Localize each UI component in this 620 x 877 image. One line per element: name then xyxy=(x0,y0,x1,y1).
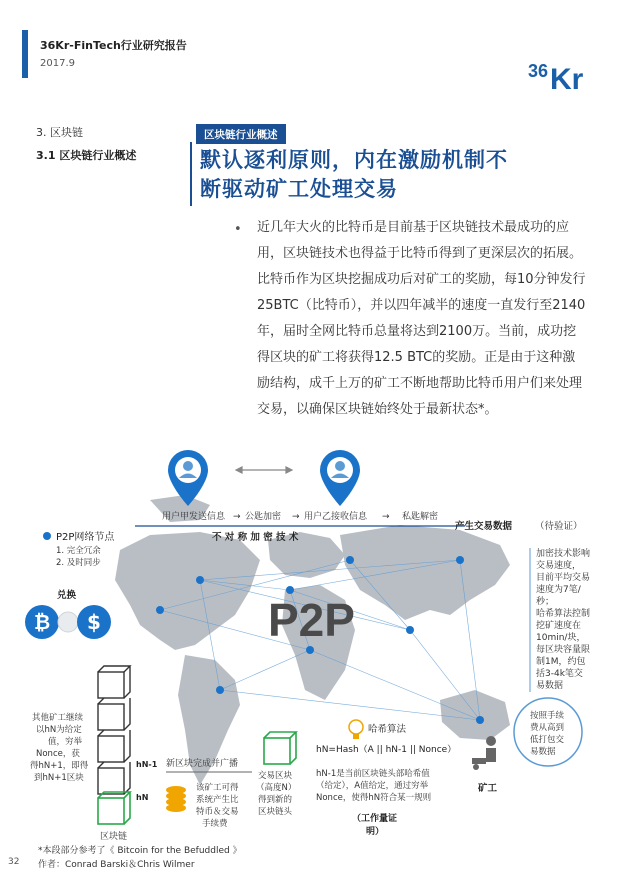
hn-label: hN xyxy=(136,793,149,802)
page-number: 32 xyxy=(8,857,20,867)
section-tag: 区块链行业概述 xyxy=(196,124,286,144)
p2p-title: P2P网络节点 xyxy=(56,532,115,543)
svg-text:区块链头: 区块链头 xyxy=(258,807,293,817)
svg-text:hN-1是当前区块链头部哈希值: hN-1是当前区块链头部哈希值 xyxy=(316,769,430,779)
svg-text:（给定），A值给定，通过穷举: （给定），A值给定，通过穷举 xyxy=(316,781,429,791)
svg-text:目前平均交易: 目前平均交易 xyxy=(536,573,591,583)
user-b-pin-icon xyxy=(320,450,360,506)
tx-block-label xyxy=(256,770,296,817)
chain-label: 区块链 xyxy=(100,832,128,842)
svg-text:哈希算法控制: 哈希算法控制 xyxy=(536,609,591,619)
dollar-icon xyxy=(77,605,111,639)
svg-text:10min/块，: 10min/块， xyxy=(536,633,586,643)
tx-block-cube-icon xyxy=(264,732,296,764)
svg-text:→: → xyxy=(233,512,241,522)
svg-text:Kr: Kr xyxy=(550,63,584,93)
bitcoin-icon xyxy=(25,605,59,639)
svg-text:Nonce，获: Nonce，获 xyxy=(36,749,80,759)
svg-text:易数据: 易数据 xyxy=(530,747,556,757)
svg-text:（高度N）: （高度N） xyxy=(256,783,297,793)
miner-label: 矿工 xyxy=(478,783,498,794)
svg-text:得hN+1，即得: 得hN+1，即得 xyxy=(30,761,89,771)
block-done-label: 新区块完成并广播 xyxy=(166,759,239,769)
svg-text:交易速度，: 交易速度， xyxy=(536,561,582,571)
flow-step-2: 公匙加密 xyxy=(245,512,282,522)
svg-text:易数据: 易数据 xyxy=(536,681,564,691)
svg-text:明）: 明） xyxy=(366,827,385,837)
p2p-item-2: 2. 及时同步 xyxy=(56,558,101,568)
36kr-logo-icon xyxy=(528,55,600,93)
svg-text:以hN为给定: 以hN为给定 xyxy=(36,725,82,735)
footnote-authors: 作者：Conrad Barski＆Chris Wilmer xyxy=(38,860,195,870)
svg-text:$: $ xyxy=(87,610,101,634)
headline-line-1: 默认逐利原则，内在激励机制不 xyxy=(200,148,508,172)
asymmetric-encryption-label: 不 对 称 加 密 技 术 xyxy=(212,532,299,543)
exchange-label: 兑换 xyxy=(57,590,77,601)
flow-step-4: 私匙解密 xyxy=(402,512,439,522)
flow-step-1: 用户甲发送信息 xyxy=(162,512,226,522)
svg-text:速度为7笔/: 速度为7笔/ xyxy=(536,585,581,595)
coin-stack-icon xyxy=(166,786,186,812)
bidirectional-arrow-icon xyxy=(236,467,292,473)
svg-text:系统产生比: 系统产生比 xyxy=(196,795,239,805)
bullet: • xyxy=(234,222,242,237)
svg-text:按照手续: 按照手续 xyxy=(530,711,565,721)
block-chain-stack-icon xyxy=(98,666,130,794)
svg-text:36: 36 xyxy=(528,61,549,81)
flow-step-3: 用户乙接收信息 xyxy=(304,512,368,522)
svg-text:₿: ₿ xyxy=(34,610,51,634)
new-block-icon xyxy=(98,792,130,824)
tx-data-label: 产生交易数据 xyxy=(455,521,513,532)
p2p-item-1: 1. 完全冗余 xyxy=(56,546,101,556)
svg-text:交易区块: 交易区块 xyxy=(258,771,293,781)
svg-text:挖矿速度在: 挖矿速度在 xyxy=(536,621,582,631)
p2p-big-label: P2P xyxy=(268,594,355,646)
footnote-reference: *本段部分参考了《 Bitcoin for the Befuddled 》 xyxy=(38,846,242,856)
other-miners-note xyxy=(30,712,89,783)
subchapter-heading: 3.1 区块链行业概述 xyxy=(36,149,137,162)
hash-title: 哈希算法 xyxy=(368,724,407,735)
report-date: 2017.9 xyxy=(40,58,75,69)
miner-icon xyxy=(472,736,496,770)
svg-text:费从高到: 费从高到 xyxy=(530,723,565,733)
svg-text:到hN+1区块: 到hN+1区块 xyxy=(34,773,84,783)
svg-text:每区块容量限: 每区块容量限 xyxy=(536,645,591,655)
body-paragraph: 近几年大火的比特币是目前基于区块链技术最成功的应用，区块链技术也得益于比特币得到了更深层次的拓展。比特币作为区块挖掘成功后对矿工的奖励，每10分钟发行25BTC（比特币），并以四年减半的速度一直发行至2140年，届时全网比特币总量将达到2100万。当前，成功挖得区块的矿工将获得12.5 BTC的奖励。正是由于这种激励结构，成千上万的矿工不断地帮助比特币用户们来处理交易，以确保区块链始终处于最新状态*。 xyxy=(257,220,586,417)
svg-text:（工作量证: （工作量证 xyxy=(352,814,398,824)
pow-label xyxy=(352,812,397,837)
svg-text:得到新的: 得到新的 xyxy=(258,795,293,805)
svg-text:该矿工可得: 该矿工可得 xyxy=(196,783,239,793)
p2p-legend-dot-icon xyxy=(43,532,51,540)
chapter-heading: 3. 区块链 xyxy=(36,126,83,139)
hn-1-label: hN-1 xyxy=(136,760,158,769)
reward-note xyxy=(196,782,239,829)
headline-accent-line xyxy=(190,142,192,206)
svg-text:Nonce，使得hN符合某一规则: Nonce，使得hN符合某一规则 xyxy=(316,793,432,803)
hash-formula: hN=Hash（A || hN-1 || Nonce） xyxy=(316,745,457,755)
svg-text:秒；: 秒； xyxy=(536,597,555,607)
svg-text:→: → xyxy=(292,512,300,522)
svg-text:特币＆交易: 特币＆交易 xyxy=(196,807,239,817)
svg-text:其他矿工继续: 其他矿工继续 xyxy=(32,713,84,723)
svg-text:括3-4k笔交: 括3-4k笔交 xyxy=(536,669,583,679)
right-note xyxy=(536,547,590,691)
lightbulb-icon xyxy=(349,720,363,739)
headline-line-2: 断驱动矿工处理交易 xyxy=(200,177,398,201)
header-accent-bar xyxy=(22,30,28,78)
svg-text:手续费: 手续费 xyxy=(202,819,228,829)
svg-text:值，穷举: 值，穷举 xyxy=(48,737,83,747)
blockchain-diagram xyxy=(0,440,620,860)
svg-text:→: → xyxy=(382,512,390,522)
svg-text:低打包交: 低打包交 xyxy=(530,735,565,745)
hash-desc xyxy=(316,768,431,803)
report-title: 36Kr-FinTech行业研究报告 xyxy=(40,39,187,52)
tx-pending-label: （待验证） xyxy=(535,521,583,532)
headline xyxy=(200,146,590,204)
svg-text:加密技术影响: 加密技术影响 xyxy=(536,549,591,559)
svg-text:制1M，约包: 制1M，约包 xyxy=(536,657,586,667)
